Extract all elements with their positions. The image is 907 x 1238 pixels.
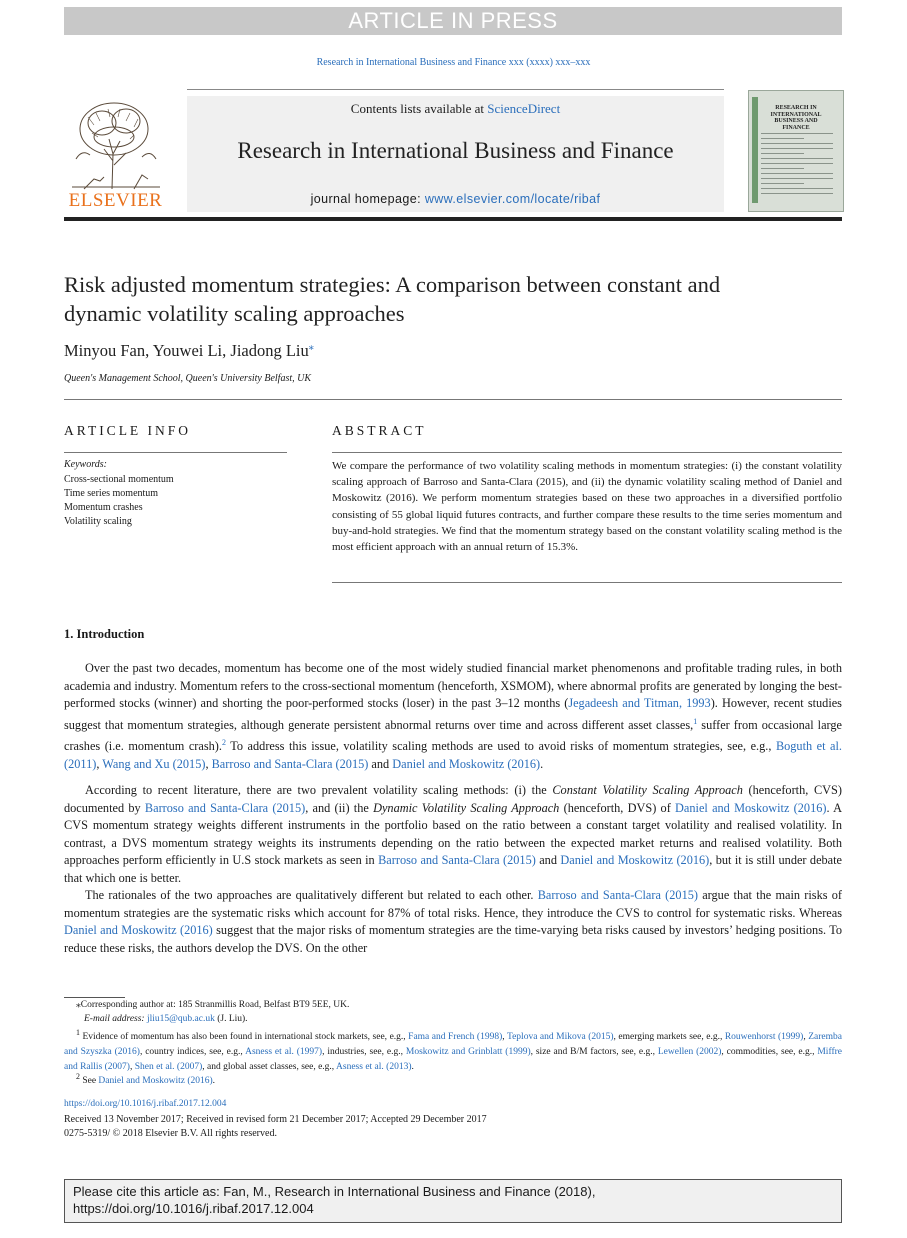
- intro-paragraph-1: Over the past two decades, momentum has become one of the most widely studied financial market phenomenons and profitable trading rules, in both academia and industry. Momentum refers to the cross-sectional momentum (henceforth, XSMOM), where abnormal profits are generated by longing the best-performed stocks (winner) and shorting the poor-performed stocks (loser) in the past 3–12 months (Jegadeesh and Titman, 1993). However, recent studies suggest that momentum strategies, although generate persistent abnormal returns over time and across different asset classes,$^1$ suffer from occasional large crashes (i.e. momentum crash).$^2$ To address this issue, volatility scaling methods are used to avoid risks of momentum strategies, see, e.g., Boguth et al. (2011), Wang and Xu (2015), Barroso and Santa-Clara (2015) and Daniel and Moskowitz (2016).: [64, 661, 843, 771]
- citation-link[interactable]: Daniel and Moskowitz (2016): [560, 853, 710, 867]
- keyword-item: Cross-sectional momentum: [64, 474, 174, 485]
- citation-link[interactable]: Daniel and Moskowitz (2016): [392, 756, 541, 771]
- keyword-item: Time series momentum: [64, 488, 159, 499]
- journal-homepage-link[interactable]: www.elsevier.com/locate/ribaf: [424, 192, 601, 206]
- citation-link[interactable]: Asness et al. (2013): [336, 1061, 412, 1072]
- keyword-item: Volatility scaling: [64, 516, 132, 527]
- elsevier-tree-logo-icon: [64, 99, 167, 191]
- corresponding-author-mark[interactable]: ⁎: [308, 341, 314, 353]
- homepage-prefix: journal homepage:: [310, 192, 425, 206]
- citation-link[interactable]: Boguth et al. (2011): [64, 739, 842, 771]
- cover-title: RESEARCH IN INTERNATIONAL BUSINESS AND FINANCE: [770, 105, 822, 131]
- citation-link[interactable]: Moskowitz and Grinblatt (1999): [405, 1046, 531, 1057]
- citation-link[interactable]: Rouwenhorst (1999): [724, 1032, 804, 1043]
- abstract-divider: [332, 452, 842, 453]
- journal-reference-link[interactable]: Research in International Business and Finance xxx (xxxx) xxx–xxx: [316, 57, 591, 68]
- citation-link[interactable]: Miffre and Rallis (2007): [64, 1046, 842, 1072]
- citation-link[interactable]: Daniel and Moskowitz (2016): [64, 923, 213, 937]
- author-names: Minyou Fan, Youwei Li, Jiadong Liu: [64, 341, 309, 360]
- citation-text: [73, 1183, 833, 1217]
- citation-link[interactable]: Barroso and Santa-Clara (2015): [144, 800, 306, 815]
- citation-link[interactable]: Jegadeesh and Titman, 1993: [568, 696, 711, 710]
- journal-title: Research in International Business and Finance: [237, 138, 674, 163]
- contents-prefix: Contents lists available at: [350, 101, 488, 116]
- journal-cover-thumbnail: [748, 90, 844, 212]
- section-heading-introduction: 1. Introduction: [64, 627, 145, 641]
- received-dates: Received 13 November 2017; Received in revised form 21 December 2017; Accepted 29 December 2017: [64, 1114, 487, 1125]
- doi-link[interactable]: https://doi.org/10.1016/j.ribaf.2017.12.004: [64, 1099, 227, 1109]
- citation-link[interactable]: Shen et al. (2007): [134, 1061, 203, 1072]
- citation-link[interactable]: Wang and Xu (2015): [102, 756, 206, 771]
- abstract-body: We compare the performance of two volatility scaling methods in momentum strategies: (i) the constant volatility scaling approach of Barroso and Santa-Clara (2015), and (ii) the dynamic volatility scaling method of Daniel and Moskowitz (2016). We perform momentum strategies based on these two approaches in a diversified portfolio consisting of 55 global liquid futures contracts, and further compare these results to the time series momentum and buy-and-hold strategies. We find that the momentum strategy based on the constant volatility scaling method is the most efficient approach with an annual return of 15.3%.: [332, 460, 842, 554]
- citation-link[interactable]: Barroso and Santa-Clara (2015): [211, 756, 369, 771]
- cover-contents-lines: [761, 133, 833, 198]
- citation-link[interactable]: Daniel and Moskowitz (2016): [98, 1076, 213, 1087]
- citation-link[interactable]: Asness et al. (1997): [245, 1046, 323, 1057]
- footnote-ref-1[interactable]: 1: [693, 716, 698, 726]
- header-thick-rule: [64, 217, 842, 221]
- abstract-heading: ABSTRACT: [332, 423, 427, 438]
- article-info-divider: [64, 452, 287, 453]
- citation-link[interactable]: Zaremba and Szyszka (2016): [64, 1032, 842, 1057]
- keywords-label: Keywords:: [64, 459, 107, 470]
- cover-strip: [752, 97, 758, 203]
- footnote-ref-2[interactable]: 2: [221, 738, 226, 748]
- intro-paragraph-3: The rationales of the two approaches are qualitatively different but related to each other. Barroso and Santa-Clara (2015) argue that the main risks of momentum strategies are the systematic risks which account for 87% of total risks. Hence, they introduce the CVS to control for systematic risks. Whereas Daniel and Moskowitz (2016) suggest that the major risks of momentum strategies are the time-varying beta risks caused by investors’ hedging positions. To reduce these risks, the authors develop the DVS. On the other: [64, 888, 843, 955]
- footnote-1: $^1$ Evidence of momentum has also been found in international stock markets, see, e.g., Fama and French (1998), Teplova and Mikova (2015), emerging markets see, e.g., Rouwenhorst (1999), Zaremba and Szyszka (2016), country indices, see, e.g., Asness et al. (1997), industries, see, e.g., Moskowitz and Grinblatt (1999), size and B/M factors, see, e.g., Lewellen (2002), commodities, see, e.g., Miffre and Rallis (2007), Shen et al. (2007), and global asset classes, see, e.g., Asness et al. (2013).: [64, 1028, 842, 1072]
- email-link[interactable]: jliu15@qub.ac.uk: [146, 1014, 215, 1024]
- footnote-email: E-mail address: jliu15@qub.ac.uk (J. Liu).: [84, 1014, 248, 1024]
- author-list: [64, 341, 314, 361]
- issn-copyright: 0275-5319/ © 2018 Elsevier B.V. All rights reserved.: [64, 1128, 277, 1139]
- citation-link[interactable]: Barroso and Santa-Clara (2015): [378, 853, 536, 867]
- citation-link[interactable]: Daniel and Moskowitz (2016): [675, 800, 827, 815]
- sciencedirect-link[interactable]: ScienceDirect: [487, 101, 561, 116]
- citation-link[interactable]: Teplova and Mikova (2015): [506, 1032, 614, 1043]
- footnote-corresponding-author: ⁎Corresponding author at: 185 Stranmillis Road, Belfast BT9 5EE, UK.: [76, 1000, 350, 1010]
- corresponding-author-mark: ⁎: [76, 1000, 81, 1010]
- keyword-item: Momentum crashes: [64, 502, 143, 513]
- citation-link[interactable]: Fama and French (1998): [408, 1032, 503, 1043]
- article-info-heading: ARTICLE INFO: [64, 423, 192, 438]
- article-title: Risk adjusted momentum strategies: A comparison between constant and dynamic volatility scaling approaches: [64, 272, 721, 326]
- elsevier-wordmark: ELSEVIER: [68, 190, 163, 211]
- citation-line-1: Please cite this article as: Fan, M., Research in International Business and Finance (2018),: [73, 1184, 596, 1199]
- article-in-press-banner: ARTICLE IN PRESS: [64, 7, 842, 35]
- citation-link[interactable]: Lewellen (2002): [657, 1046, 722, 1057]
- journal-homepage-line: [187, 192, 724, 206]
- contents-available-line: [187, 101, 724, 117]
- abstract-end-divider: [332, 582, 842, 583]
- section-divider: [64, 399, 842, 400]
- intro-paragraph-2: According to recent literature, there are two prevalent volatility scaling methods: (i) the Constant Volatility Scaling Approach (henceforth, CVS) documented by Barroso and Santa-Clara (2015), and (ii) the Dynamic Volatility Scaling Approach (henceforth, DVS) of Daniel and Moskowitz (2016). A CVS momentum strategy weights different instruments in the portfolio based on the ratio between a constant target volatility and realised volatility. In contrast, a DVS momentum strategy weights its instruments depending on the ratio between the expected market returns and realised volatility. Both approaches perform efficiently in U.S stock markets as seen in Barroso and Santa-Clara (2015) and Daniel and Moskowitz (2016), but it is still under debate that which one is better.: [64, 783, 843, 885]
- header-divider: [187, 89, 724, 90]
- footnote-2: $^2$ See Daniel and Moskowitz (2016).: [76, 1072, 216, 1087]
- affiliation: Queen's Management School, Queen's University Belfast, UK: [64, 373, 312, 384]
- citation-link[interactable]: Barroso and Santa-Clara (2015): [537, 888, 698, 902]
- citation-doi[interactable]: https://doi.org/10.1016/j.ribaf.2017.12.004: [73, 1201, 314, 1216]
